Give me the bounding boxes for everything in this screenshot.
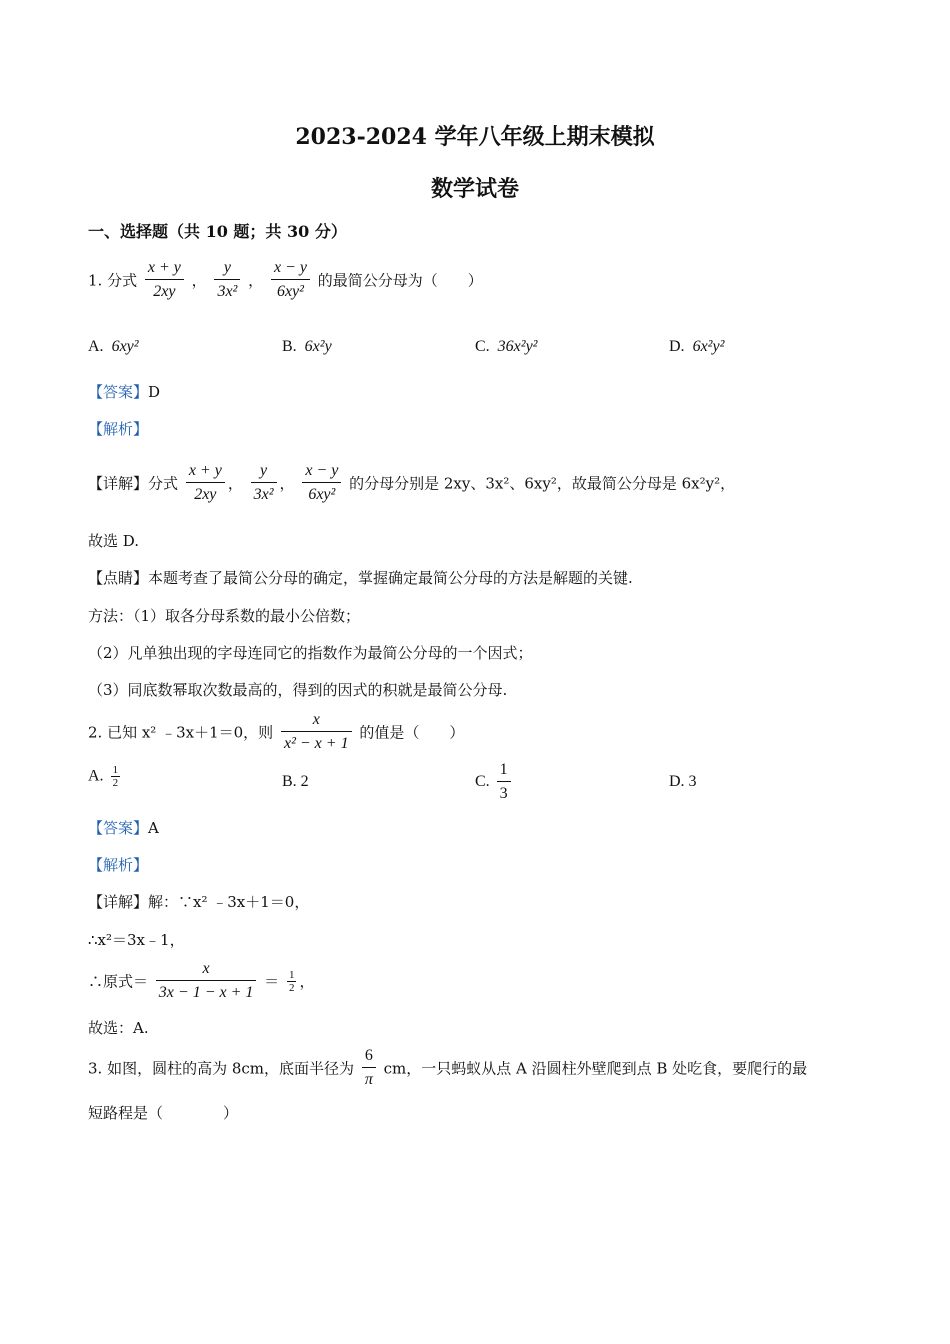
- q1-method-2: （2）凡单独出现的字母连同它的指数作为最简公分母的一个因式；: [88, 644, 533, 662]
- q2-analysis-tag: 【解析】: [88, 856, 149, 874]
- q1-detail: 【详解】分式 $\frac{x + y}{2xy}$ ， $\frac{y}{\text{3x²}}$ ， $\frac{x - y}{\text{6xy²}}$ 的分母分别是 2xy、3x²、6xy²，故最简公分母是 6x²y²，: [88, 462, 736, 503]
- q1-detail-fraction-1: $\frac{x + y}{2xy}$: [186, 461, 225, 505]
- q2-option-b: B. 2: [282, 773, 309, 790]
- question-3-line-2: 短路程是（ ）: [88, 1104, 239, 1122]
- q2-step-2-fraction: $\frac{x}{3x - 1 - x + 1}$: [156, 959, 257, 1003]
- q2-option-a: A. $\frac{1}{2}$: [88, 764, 119, 789]
- q1-option-c: C. 36x²y²: [475, 338, 538, 355]
- q2-answer: 【答案】A: [88, 819, 159, 837]
- q1-separator: ，: [248, 271, 264, 290]
- q2-option-c-fraction: $\frac{1}{3}$: [497, 760, 511, 804]
- q1-tail: 的最简公分母为（ ）: [317, 271, 483, 290]
- q1-method-1: 方法：（1）取各分母系数的最小公倍数；: [88, 607, 361, 625]
- q1-option-d: D. 6x²y²: [669, 338, 725, 355]
- q2-detail: 【详解】解：∵x² ﹣3x＋1＝0，: [88, 893, 310, 911]
- q1-method-3: （3）同底数幂取次数最高的，得到的因式的积就是最简公分母.: [88, 681, 508, 699]
- q2-option-c: C. $\frac{1}{3}$: [475, 760, 514, 804]
- q1-option-b: B. 6x²y: [282, 338, 332, 355]
- q1-answer: 【答案】D: [88, 383, 161, 401]
- q1-detail-fraction-3: $\frac{x - y}{\text{6xy²}}$: [302, 461, 341, 505]
- q2-option-d: D. 3: [669, 773, 697, 790]
- page-title: 2023-2024 学年八年级上期末模拟: [295, 124, 655, 150]
- q3-fraction: $\frac{6}{\pi}$: [362, 1046, 376, 1090]
- q2-option-a-fraction: $\frac{1}{2}$: [112, 764, 119, 789]
- q2-fraction: $\frac{x}{\text{x² − x + 1}}$: [281, 710, 352, 754]
- question-3: 3. 如图，圆柱的高为 8cm，底面半径为 $\frac{6}{\pi}$ cm，一只蚂蚁从点 A 沿圆柱外壁爬到点 B 处吃食，要爬行的最: [88, 1047, 808, 1088]
- q2-step-2-result: $\frac{1}{2}$: [288, 968, 295, 994]
- q2-step-1: ∴x²＝3x﹣1，: [88, 931, 185, 949]
- q1-detail-fraction-2: $\frac{y}{\text{3x²}}$: [251, 461, 277, 505]
- section-heading: 一、选择题（共 10 题；共 30 分）: [88, 222, 347, 241]
- q1-separator: ，: [191, 271, 207, 290]
- q1-fraction-2: $\frac{y}{\text{3x²}}$: [214, 258, 240, 302]
- q1-choose: 故选 D.: [88, 532, 140, 550]
- q1-comment: 【点睛】本题考查了最简公分母的确定，掌握确定最简公分母的方法是解题的关键.: [88, 569, 633, 587]
- q2-step-2: ∴原式＝ $\frac{x}{3x - 1 - x + 1}$ ＝ $\frac{1}{2}$ ，: [88, 960, 315, 1001]
- q1-fraction-3: $\frac{x - y}{\text{6xy²}}$: [271, 258, 310, 302]
- q1-prefix: 1. 分式: [88, 271, 138, 290]
- question-1: [88, 258, 483, 302]
- q2-choose: 故选：A.: [88, 1019, 149, 1037]
- q1-analysis-tag: 【解析】: [88, 420, 149, 438]
- question-2: 2. 已知 x² ﹣3x＋1＝0，则 $\frac{x}{\text{x² − x + 1}}$ 的值是（ ）: [88, 711, 465, 752]
- q1-fraction-1: $\frac{x + y}{2xy}$: [145, 258, 184, 302]
- page-subtitle: 数学试卷: [430, 176, 519, 202]
- q1-option-a: A. 6xy²: [88, 338, 139, 355]
